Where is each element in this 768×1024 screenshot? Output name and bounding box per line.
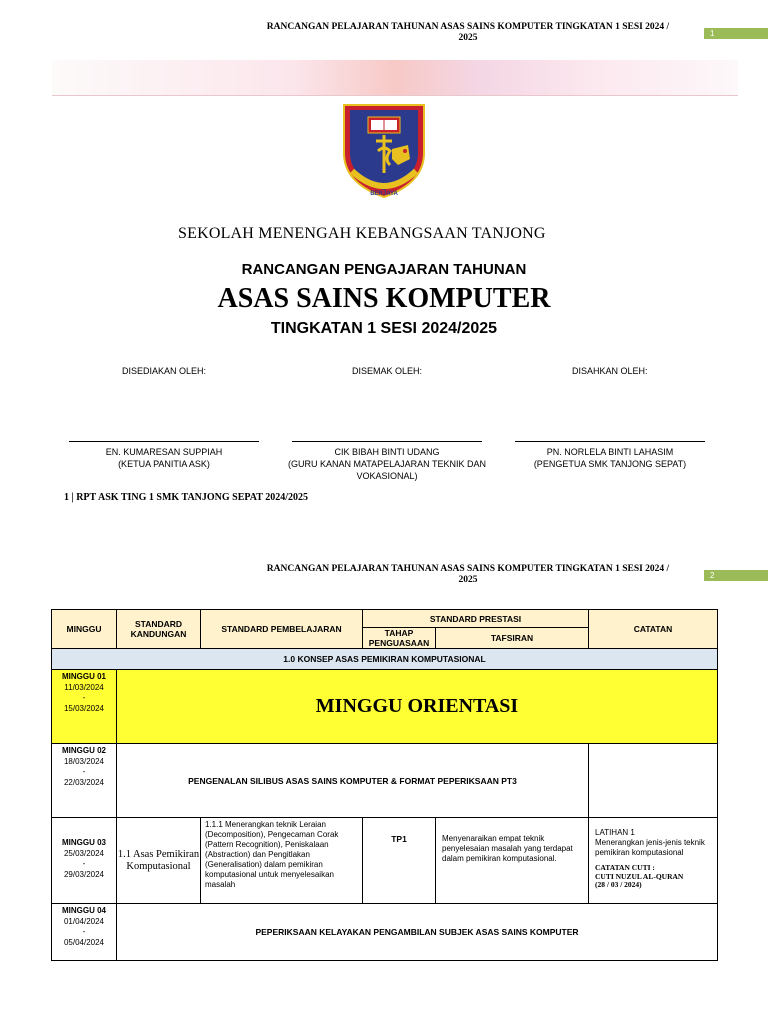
signature-line-prepared xyxy=(69,441,259,442)
signatory-prepared xyxy=(59,446,269,470)
signatory-title: (GURU KANAN MATAPELAJARAN TEKNIK DAN VOKASIONAL) xyxy=(287,459,487,481)
rpt-table xyxy=(51,609,718,961)
school-crest-logo xyxy=(338,101,430,201)
header-title-line1: RANCANGAN PELAJARAN TAHUNAN ASAS SAINS KOMPUTER TINGKATAN 1 SESI 2024 / xyxy=(266,564,670,574)
signatory-reviewed xyxy=(282,446,492,482)
table-row xyxy=(52,904,718,961)
header-standard-kandungan: STANDARD KANDUNGAN xyxy=(117,610,201,649)
table-row xyxy=(52,670,718,744)
signature-line-reviewed xyxy=(292,441,482,442)
level-session-heading: TINGKATAN 1 SESI 2024/2025 xyxy=(270,320,498,337)
document-type-heading: RANCANGAN PENGAJARAN TAHUNAN xyxy=(241,261,527,278)
header-title-line2: 2025 xyxy=(458,575,478,585)
syllabus-intro-label: PENGENALAN SILIBUS ASAS SAINS KOMPUTER & FORMAT PEPERIKSAAN PT3 xyxy=(117,744,589,818)
page-number-tab: 2 xyxy=(704,570,768,581)
week-cell: MINGGU 01 11/03/2024 - 15/03/2024 xyxy=(52,670,117,744)
page-footer: 1 | RPT ASK TING 1 SMK TANJONG SEPAT 2024/2025 xyxy=(64,492,309,503)
header-title-line2: 2025 xyxy=(458,33,478,43)
week-cell: MINGGU 02 18/03/2024 - 22/03/2024 xyxy=(52,744,117,818)
header-catatan: CATATAN xyxy=(589,610,718,649)
signatory-approved xyxy=(505,446,715,470)
page-header-title xyxy=(240,22,696,44)
school-name: SEKOLAH MENENGAH KEBANGSAAN TANJONG xyxy=(178,225,546,242)
prepared-by-label: DISEDIAKAN OLEH: xyxy=(122,366,207,376)
page-header-title xyxy=(240,564,696,586)
reviewed-by-label: DISEMAK OLEH: xyxy=(352,366,423,376)
signatory-name: PN. NORLELA BINTI LAHASIM xyxy=(546,447,674,457)
subject-heading: ASAS SAINS KOMPUTER xyxy=(217,283,551,314)
page-number-tab: 1 xyxy=(704,28,768,39)
signatory-title: (KETUA PANITIA ASK) xyxy=(118,459,210,469)
week-cell: MINGGU 03 25/03/2024 - 29/03/2024 xyxy=(52,818,117,904)
header-tafsiran: TAFSIRAN xyxy=(436,628,589,649)
signature-line-approved xyxy=(515,441,705,442)
svg-text:BERJAYA: BERJAYA xyxy=(370,191,398,197)
header-title-line1: RANCANGAN PELAJARAN TAHUNAN ASAS SAINS KOMPUTER TINGKATAN 1 SESI 2024 / xyxy=(266,22,670,32)
standard-kandungan-cell: 1.1 Asas Pemikiran Komputasional xyxy=(117,818,201,904)
tafsiran-cell: Menyenaraikan empat teknik penyelesaian masalah yang terdapat dalam pemikiran komputasional. xyxy=(436,818,589,904)
signatory-name: EN. KUMARESAN SUPPIAH xyxy=(105,447,223,457)
catatan-cell-empty xyxy=(589,744,718,818)
header-minggu: MINGGU xyxy=(52,610,117,649)
header-standard-pembelajaran: STANDARD PEMBELAJARAN xyxy=(201,610,363,649)
decorative-banner xyxy=(52,60,738,96)
catatan-latihan: LATIHAN 1 xyxy=(595,828,635,837)
signatory-name: CIK BIBAH BINTI UDANG xyxy=(334,447,440,457)
catatan-cell xyxy=(589,818,718,904)
exam-week-label: PEPERIKSAAN KELAYAKAN PENGAMBILAN SUBJEK ASAS SAINS KOMPUTER xyxy=(117,904,718,961)
table-row xyxy=(52,818,718,904)
standard-pembelajaran-cell: 1.1.1 Menerangkan teknik Leraian (Decomposition), Pengecaman Corak (Pattern Recognition), Peniskalaan (Abstraction) dan Pengitlakan (Generalisation) dalam pemikiran komputasional untuk menyelesaikan masalah xyxy=(201,818,363,904)
orientation-week-label: MINGGU ORIENTASI xyxy=(117,670,718,744)
header-standard-prestasi: STANDARD PRESTASI xyxy=(363,610,589,628)
header-tahap-penguasaan: TAHAP PENGUASAAN xyxy=(363,628,436,649)
section-title-row: 1.0 KONSEP ASAS PEMIKIRAN KOMPUTASIONAL xyxy=(52,649,718,670)
signatory-title: (PENGETUA SMK TANJONG SEPAT) xyxy=(533,459,687,469)
tahap-penguasaan-cell: TP1 xyxy=(363,818,436,904)
catatan-description: Menerangkan jenis-jenis teknik pemikiran komputasional xyxy=(595,838,705,857)
catatan-cuti: CATATAN CUTI : CUTI NUZUL AL-QURAN (28 / 03 / 2024) xyxy=(595,863,684,889)
table-row xyxy=(52,744,718,818)
week-cell: MINGGU 04 01/04/2024 - 05/04/2024 xyxy=(52,904,117,961)
approved-by-label: DISAHKAN OLEH: xyxy=(572,366,648,376)
